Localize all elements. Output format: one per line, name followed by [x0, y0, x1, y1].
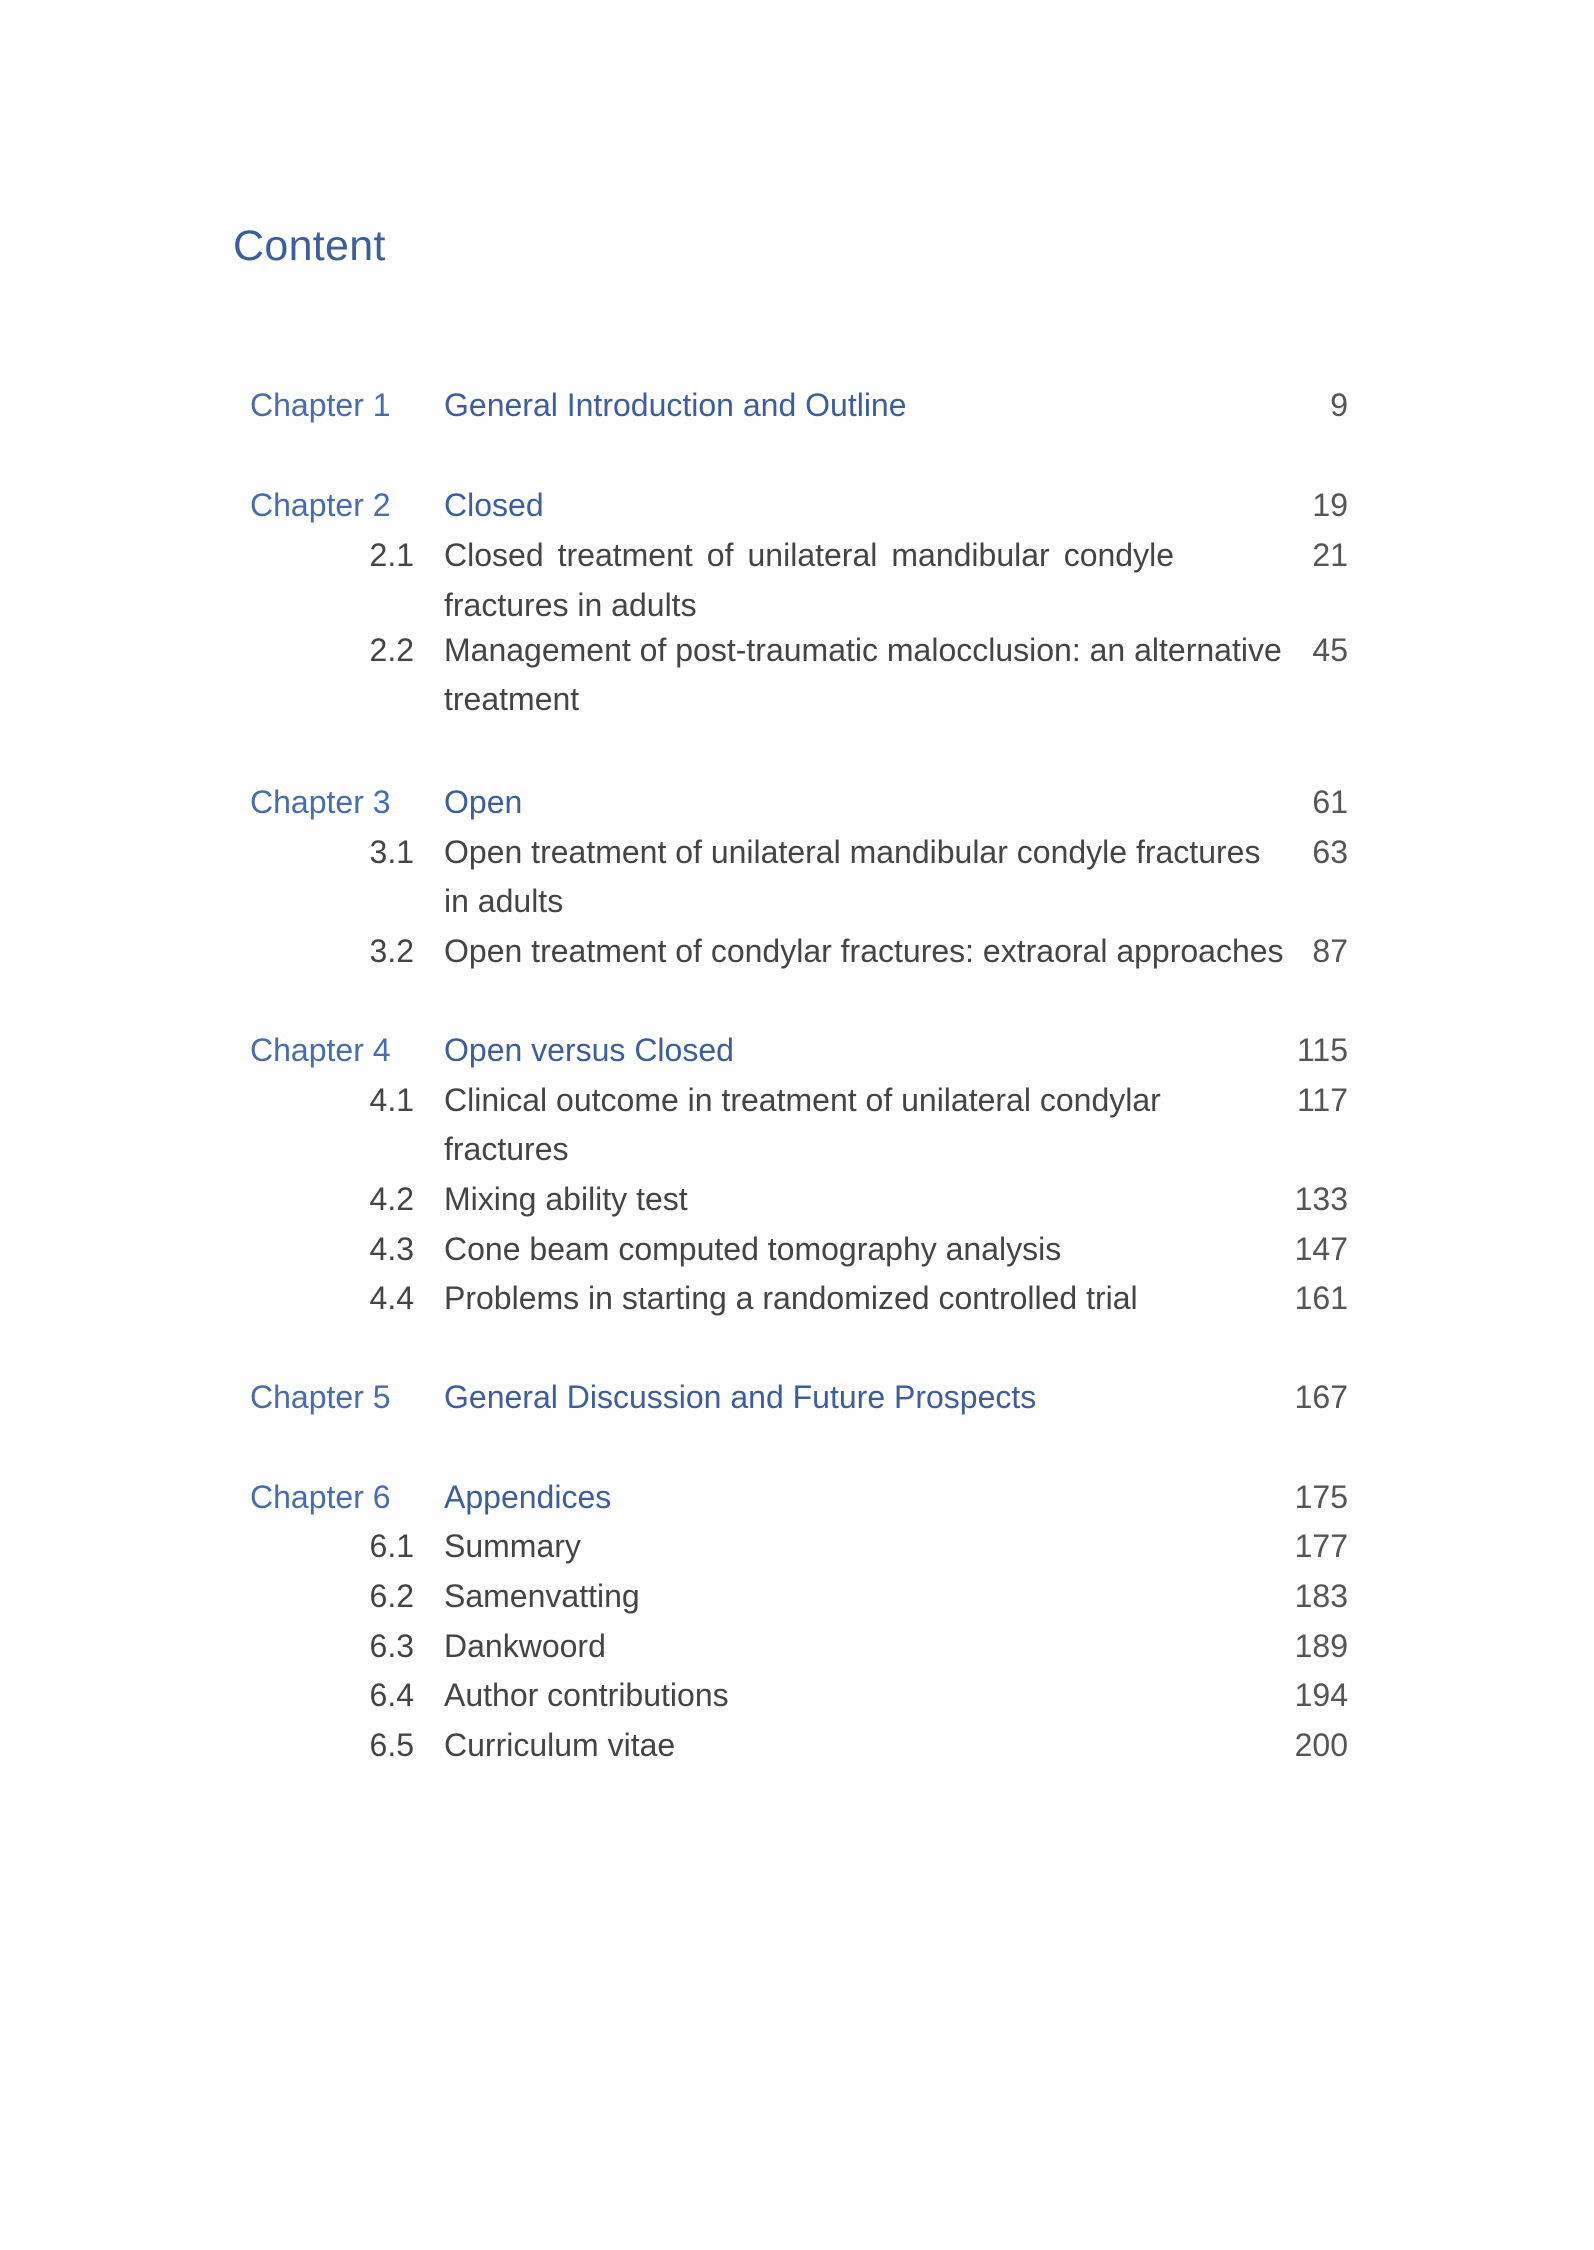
section-title: Clinical outcome in treatment of unilateral condylar: [444, 1082, 1161, 1118]
section-number: 3.1: [369, 834, 414, 870]
page-number: 45: [1312, 632, 1348, 668]
section-number: 2.1: [369, 537, 414, 573]
section-number: 3.2: [369, 933, 414, 969]
toc-section-4-3[interactable]: [0, 1224, 1594, 1274]
section-title-continuation: in adults: [444, 883, 564, 919]
section-title: Problems in starting a randomized controlled trial: [444, 1280, 1138, 1316]
chapter-title: Closed: [444, 487, 544, 523]
toc-section-6-1[interactable]: [0, 1521, 1594, 1571]
toc-section-4-1[interactable]: [0, 1075, 1594, 1125]
page-number: 9: [1330, 387, 1348, 423]
toc-section-4-1-continuation: [0, 1124, 1594, 1174]
toc-section-3-2[interactable]: [0, 926, 1594, 976]
page-title: Content: [233, 222, 386, 270]
chapter-title: Open: [444, 784, 523, 820]
page-number: 117: [1296, 1082, 1348, 1118]
section-number: 4.1: [369, 1082, 414, 1118]
section-title-continuation: treatment: [444, 681, 580, 717]
toc-section-6-3[interactable]: [0, 1621, 1594, 1671]
toc-section-2-1[interactable]: [0, 530, 1594, 580]
section-title: Open treatment of condylar fractures: extraoral approaches: [444, 933, 1284, 969]
section-title: Curriculum vitae: [444, 1727, 676, 1763]
page-number: 61: [1312, 784, 1348, 820]
chapter-title: General Discussion and Future Prospects: [444, 1379, 1037, 1415]
toc-chapter-4[interactable]: [0, 1025, 1594, 1075]
toc-section-6-4[interactable]: [0, 1670, 1594, 1720]
section-number: 4.3: [369, 1231, 414, 1267]
section-title: Author contributions: [444, 1677, 729, 1713]
chapter-label: Chapter 4: [250, 1032, 391, 1068]
page-number: 183: [1294, 1578, 1348, 1614]
section-title: Dankwoord: [444, 1628, 606, 1664]
chapter-title: General Introduction and Outline: [444, 387, 907, 423]
toc-section-4-2[interactable]: [0, 1174, 1594, 1224]
chapter-title: Open versus Closed: [444, 1032, 734, 1068]
page-number: 133: [1294, 1181, 1348, 1217]
section-number: 6.5: [369, 1727, 414, 1763]
toc-section-2-2[interactable]: [0, 625, 1594, 675]
chapter-label: Chapter 1: [250, 387, 391, 423]
section-number: 4.2: [369, 1181, 414, 1217]
page-number: 87: [1312, 933, 1348, 969]
chapter-label: Chapter 6: [250, 1479, 391, 1515]
page-number: 175: [1294, 1479, 1348, 1515]
section-title-continuation: fractures: [444, 1131, 569, 1167]
toc-section-3-1[interactable]: [0, 827, 1594, 877]
toc-section-6-5[interactable]: [0, 1720, 1594, 1770]
page-number: 167: [1294, 1379, 1348, 1415]
page-number: 19: [1312, 487, 1348, 523]
chapter-label: Chapter 2: [250, 487, 391, 523]
section-number: 6.4: [369, 1677, 414, 1713]
toc-section-6-2[interactable]: [0, 1571, 1594, 1621]
toc-section-2-1-continuation: [0, 580, 1594, 630]
page-number: 161: [1294, 1280, 1348, 1316]
toc-chapter-2[interactable]: [0, 480, 1594, 530]
page-number: 115: [1296, 1032, 1348, 1068]
toc-section-4-4[interactable]: [0, 1273, 1594, 1323]
section-number: 2.2: [369, 632, 414, 668]
toc-chapter-6[interactable]: [0, 1472, 1594, 1522]
toc-chapter-1[interactable]: [0, 380, 1594, 430]
page-number: 177: [1294, 1528, 1348, 1564]
page-number: 189: [1294, 1628, 1348, 1664]
chapter-label: Chapter 5: [250, 1379, 391, 1415]
section-title: Management of post-traumatic malocclusion: an alternative: [444, 632, 1282, 668]
section-number: 6.2: [369, 1578, 414, 1614]
section-title: Mixing ability test: [444, 1181, 688, 1217]
page-number: 63: [1312, 834, 1348, 870]
toc-chapter-5[interactable]: [0, 1372, 1594, 1422]
page-number: 194: [1294, 1677, 1348, 1713]
section-title: Cone beam computed tomography analysis: [444, 1231, 1062, 1267]
section-title-continuation: fractures in adults: [444, 587, 697, 623]
section-title: Samenvatting: [444, 1578, 640, 1614]
chapter-label: Chapter 3: [250, 784, 391, 820]
page-number: 200: [1294, 1727, 1348, 1763]
section-number: 6.1: [369, 1528, 414, 1564]
section-title: Closed treatment of unilateral mandibular condyle: [444, 537, 1174, 573]
section-number: 4.4: [369, 1280, 414, 1316]
section-number: 6.3: [369, 1628, 414, 1664]
toc-chapter-3[interactable]: [0, 777, 1594, 827]
page-number: 147: [1294, 1231, 1348, 1267]
page-number: 21: [1312, 537, 1348, 573]
toc-section-2-2-continuation: [0, 674, 1594, 724]
toc-section-3-1-continuation: [0, 876, 1594, 926]
section-title: Summary: [444, 1528, 581, 1564]
chapter-title: Appendices: [444, 1479, 612, 1515]
section-title: Open treatment of unilateral mandibular condyle fractures: [444, 834, 1261, 870]
